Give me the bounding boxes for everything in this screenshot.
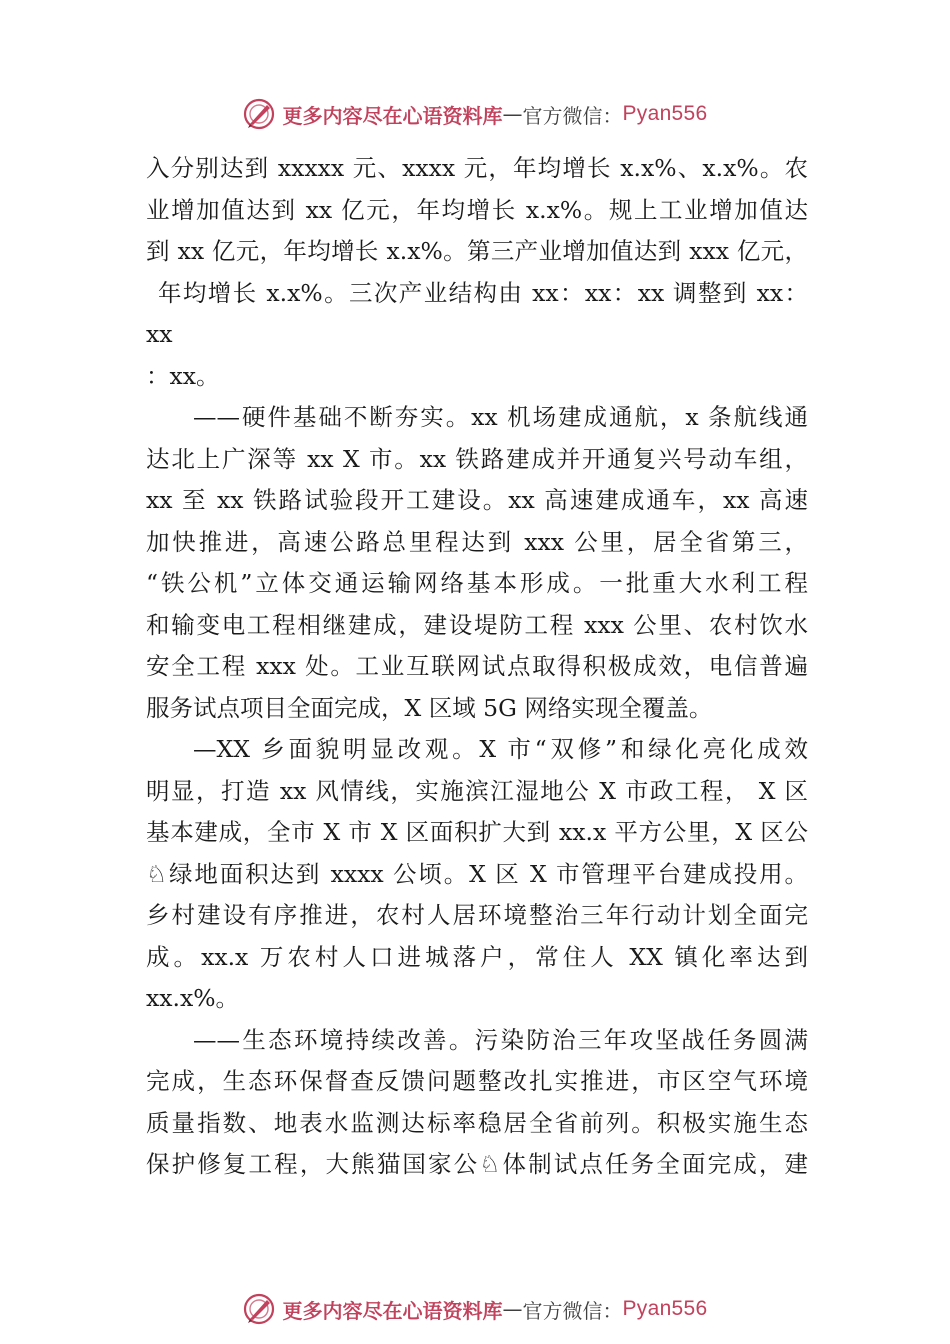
text-line: 和输变电工程相继建成，建设堤防工程 xxx 公里、农村饮水	[146, 610, 808, 639]
text-line: 业增加值达到 xx 亿元，年均增长 x.x%。规上工业增加值达	[146, 195, 808, 224]
text-line: 到 xx 亿元，年均增长 x.x%。第三产业增加值达到 xxx 亿元，	[146, 237, 808, 265]
text-line: 入分别达到 xxxxx 元、xxxx 元，年均增长 x.x%、x.x%。农	[146, 154, 808, 182]
text-line: 安全工程 xxx 处。工业互联网试点取得积极成效，电信普遍	[146, 652, 808, 680]
paragraph-heading-line: —XX 乡面貌明显改观。X 市“双修”和绿化亮化成效	[193, 735, 808, 763]
text-line: 年均增长 x.x%。三次产业结构由 xx：xx：xx 调整到 xx：	[158, 278, 808, 307]
text-line: 质量指数、地表水监测达标率稳居全省前列。积极实施生态	[146, 1108, 808, 1137]
text-line: 服务试点项目全面完成，X 区域 5G 网络实现全覆盖。	[146, 693, 713, 722]
watermark-brand: 更多内容尽在心语资料库	[282, 1298, 503, 1323]
text-line: 完成，生态环保督查反馈问题整改扎实推进，市区空气环境	[146, 1067, 808, 1095]
watermark-brand: 更多内容尽在心语资料库	[282, 103, 503, 128]
watermark-separator: —	[502, 102, 523, 126]
text-line: 达北上广深等 xx X 市。xx 铁路建成并开通复兴号动车组，	[146, 444, 808, 473]
text-line: ♘绿地面积达到 xxxx 公顷。X 区 X 市管理平台建成投用。	[146, 859, 808, 888]
text-line: xx 至 xx 铁路试验段开工建设。xx 高速建成通车，xx 高速	[146, 486, 808, 514]
text-line: xx.x%。	[146, 984, 240, 1012]
paragraph-heading-line: ——生态环境持续改善。污染防治三年攻坚战任务圆满	[193, 1025, 808, 1054]
text-line: ：xx。	[146, 361, 220, 390]
text-line: 基本建成，全市 X 市 X 区面积扩大到 xx.x 平方公里，X 区公	[146, 818, 808, 846]
watermark-wechat-id: Pyan556	[622, 1297, 708, 1320]
text-line: 加快推进，高速公路总里程达到 xxx 公里，居全省第三，	[146, 527, 808, 556]
footer-watermark	[0, 1289, 950, 1329]
quill-pen-logo-icon	[242, 1292, 276, 1326]
text-line: 乡村建设有序推进，农村人居环境整治三年行动计划全面完	[146, 901, 808, 929]
quill-pen-logo-icon	[242, 97, 276, 131]
watermark-separator: —	[502, 1297, 523, 1321]
text-line: 明显，打造 xx 风情线，实施滨江湿地公 X 市政工程， X 区	[146, 776, 808, 805]
header-watermark	[0, 94, 950, 134]
watermark-label: 官方微信：	[522, 103, 623, 128]
watermark-wechat-id: Pyan556	[622, 102, 708, 125]
text-line: 保护修复工程，大熊猫国家公♘体制试点任务全面完成，建	[146, 1150, 808, 1178]
text-line: “铁公机”立体交通运输网络基本形成。一批重大水利工程	[146, 569, 808, 597]
text-line: xx	[146, 320, 173, 348]
text-line: 成。xx.x 万农村人口进城落户，常住人 XX 镇化率达到	[146, 942, 808, 971]
document-body	[146, 148, 808, 1186]
watermark-label: 官方微信：	[522, 1298, 623, 1323]
paragraph-heading-line: ——硬件基础不断夯实。xx 机场建成通航，x 条航线通	[193, 403, 808, 431]
